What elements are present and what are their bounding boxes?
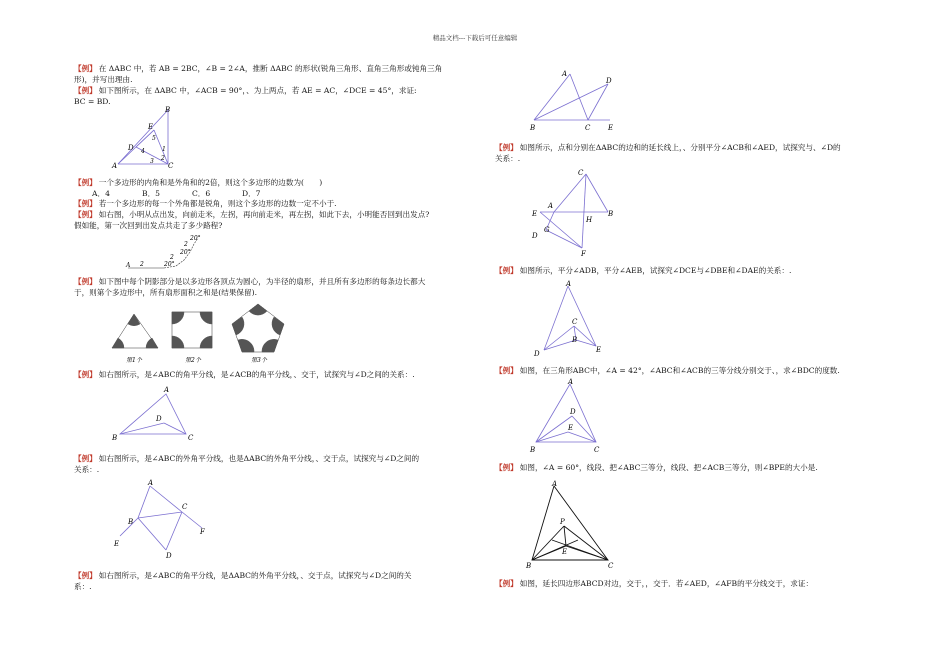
svg-text:H: H [586,216,593,224]
svg-text:D: D [166,552,172,560]
question-5: 【例】 如右图，小明从点出发，向前走米，左拐，再向前走米，再左拐，如此下去，小明能否回到出发点? [74,210,430,219]
svg-text:D: D [606,77,612,85]
svg-text:E: E [114,540,120,548]
figure-r5 [522,474,622,570]
svg-text:B: B [530,446,536,454]
question-9-cont: 系：. [74,582,92,591]
svg-text:G: G [544,226,550,234]
svg-text:A: A [552,480,558,488]
question-4: 【例】 若一个多边形的每一个外角都是锐角，则这个多边形的边数一定不小于. [74,199,337,208]
option-a[interactable]: A．4 [92,189,110,198]
svg-text:C: C [182,503,188,511]
svg-text:D: D [534,350,540,358]
svg-text:P: P [560,518,565,526]
figure-label-3: 第3个 [251,357,267,364]
figure-label-2: 第2个 [185,357,201,364]
question-3: 【例】 一个多边形的内角和是外角和的2倍，则这个多边形的边数为( ) [74,178,323,187]
r-question-1-cont: 关系：. [495,154,521,163]
question-6: 【例】 如下图中每个阴影部分是以多边形各顶点为圆心，为半径的扇形，并且所有多边形的每条边长都大 [74,277,426,286]
figure-exterior-bisectors [110,476,220,562]
figure-label-1: 第1个 [126,357,142,364]
svg-text:3: 3 [150,158,154,165]
svg-text:C: C [585,124,591,132]
svg-text:B: B [572,336,578,344]
svg-text:4: 4 [141,148,145,155]
figure-r4 [526,378,606,458]
svg-text:E: E [532,210,538,218]
label-E: E [148,123,154,131]
svg-text:2: 2 [170,254,174,261]
question-8: 【例】 如右图所示，是∠ABC的外角平分线，也是ΔABC的外角平分线，、交于点，试探究与∠D之间的 [74,454,420,463]
svg-text:C: C [594,446,600,454]
svg-text:20°: 20° [180,249,191,256]
svg-text:20°: 20° [164,261,175,268]
svg-text:B: B [128,518,134,526]
svg-text:A: A [548,202,554,210]
svg-text:E: E [608,124,614,132]
svg-text:C: C [188,434,194,442]
label-A: A [112,162,118,170]
svg-text:A: A [566,280,572,288]
svg-text:F: F [200,528,205,536]
option-d[interactable]: D．7 [242,189,261,198]
r-question-4: 【例】 如图，∠A = 60°，线段、把∠ABC三等分，线段、把∠ACB三等分，则∠BPE的大小是. [495,463,818,472]
svg-text:D: D [156,415,162,423]
question-6-cont: 于，则第个多边形中，所有扇形面积之和是(结果保留). [74,288,257,297]
question-9: 【例】 如右图所示，是∠ABC的角平分线，是ΔABC的外角平分线，、交于点，试探究与∠D之间的关 [74,571,412,580]
example-tag: 【例】 [74,64,97,73]
svg-text:B: B [526,562,532,570]
svg-text:C: C [608,562,614,570]
question-5-cont: 假如能，第一次回到出发点共走了多少路程? [74,221,223,230]
figure-angle-bisectors [110,380,210,444]
svg-text:E: E [596,346,602,354]
page-header: 精品文档---下载后可任意编辑 [432,34,518,42]
svg-text:2: 2 [184,241,188,248]
question-8-cont: 关系：. [74,465,100,474]
svg-text:D: D [532,232,538,240]
r-question-1: 【例】 如图所示，点和分别在ΔABC的边和的延长线上，、分别平分∠ACB和∠AED，试探究与、∠D的 [495,143,841,152]
question-1-cont: 形)，并写出理由. [74,75,133,84]
label-C: C [168,162,174,170]
figure-r3 [530,278,610,360]
svg-text:2: 2 [161,155,165,162]
svg-text:A: A [562,70,568,78]
svg-text:B: B [530,124,536,132]
svg-text:C: C [578,169,584,177]
svg-text:A: A [148,479,154,487]
r-question-2: 【例】 如图所示，平分∠ADB，平分∠AEB，试探究∠DCE与∠DBE和∠DAE的关系：. [495,266,792,275]
question-2-cont: BC = BD. [74,97,111,106]
question-2: 【例】 如下图所示，在 ΔABC 中，∠ACB = 90°，、为上两点，若 AE = AC，∠DCE = 45°，求证: [74,86,417,95]
figure-walking-path [124,232,214,272]
r-question-5: 【例】 如图，延长四边形ABCD对边，交于，，交于．若∠AED，∠AFB的平分线交于，求证： [495,579,814,588]
question-7: 【例】 如右图所示，是∠ABC的角平分线，是∠ACB的角平分线，、交于，试探究与∠D之间的关系：. [74,370,415,379]
svg-text:5: 5 [152,135,156,142]
svg-text:A: A [568,378,574,386]
svg-text:A: A [126,262,131,269]
svg-text:F: F [581,250,586,256]
svg-text:A: A [164,386,170,394]
svg-text:1: 1 [162,146,166,153]
figure-r2 [526,164,626,256]
svg-text:B: B [112,434,118,442]
option-c[interactable]: C．6 [192,189,211,198]
svg-text:B: B [608,210,614,218]
svg-text:20°: 20° [190,235,201,242]
figure-r1 [524,64,624,136]
option-b[interactable]: B．5 [142,189,161,198]
label-D: D [128,144,134,152]
svg-text:D: D [570,408,576,416]
question-1: 【例】 在 ΔABC 中，若 AB = 2BC，∠B = 2∠A，推断 ΔABC 的形状(锐角三角形、直角三角形或钝角三角 [74,64,443,73]
r-question-3: 【例】 如图，在三角形ABC中，∠A = 42°，∠ABC和∠ACB的三等分线分别交于、，求∠BDC的度数. [495,366,840,375]
svg-text:E: E [562,548,568,556]
svg-text:E: E [568,424,574,432]
figure-right-triangle [108,104,188,172]
figure-polygon-sectors [108,300,338,366]
svg-text:2: 2 [140,261,144,268]
svg-text:C: C [572,318,578,326]
label-B: B [165,106,171,114]
